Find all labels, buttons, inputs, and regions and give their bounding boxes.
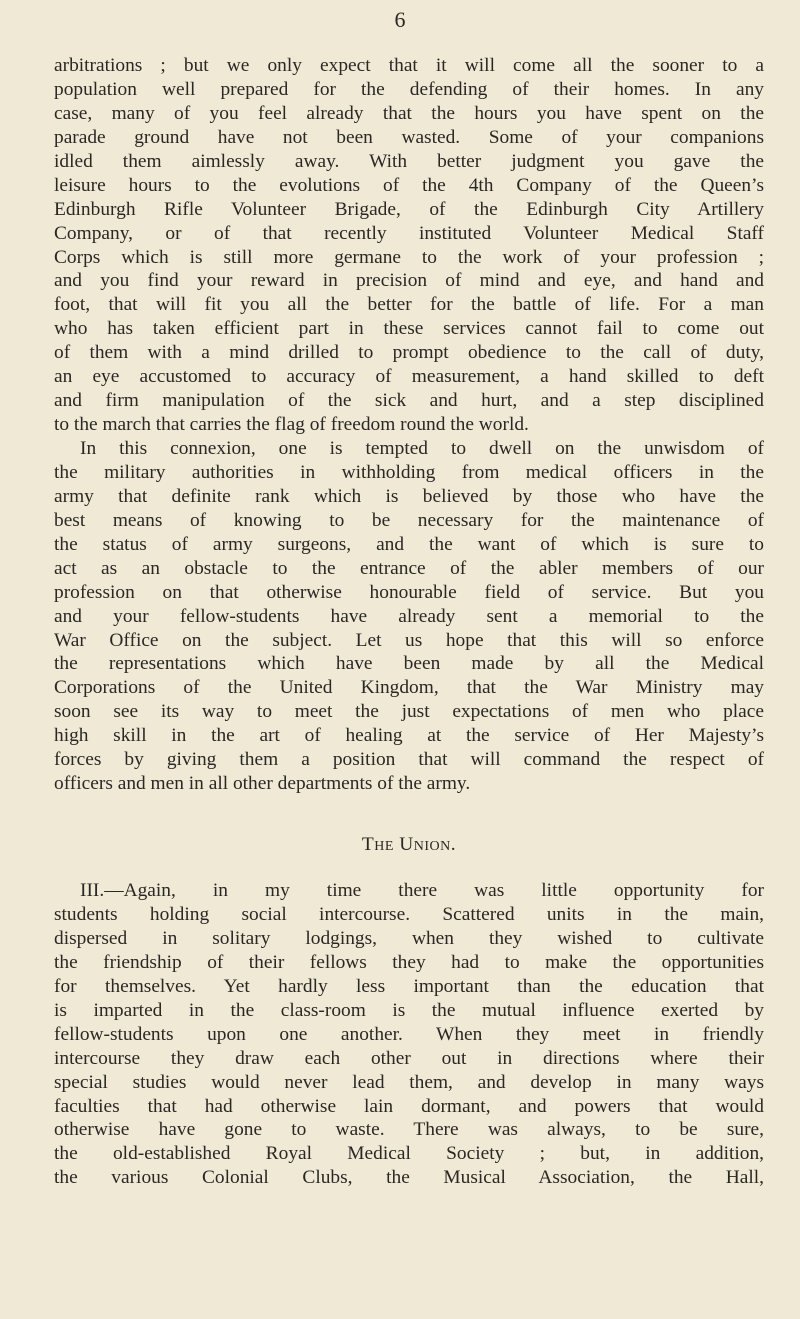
text-line: and firm manipulation of the sick and hurt, and a step disciplined [54, 390, 764, 412]
paragraph-union [54, 879, 764, 1190]
text-line: In this connexion, one is tempted to dwell on the unwisdom of [80, 438, 764, 459]
text-line: high skill in the art of healing at the service of Her Majesty’s [54, 725, 764, 747]
text-line: who has taken efficient part in these services cannot fail to come out [54, 318, 764, 340]
paragraph-volunteers [54, 54, 764, 437]
text-line: profession on that otherwise honourable field of service. But you [54, 581, 764, 603]
text-line: the old-established Royal Medical Society ; but, in addition, [54, 1143, 764, 1165]
text-line: intercourse they draw each other out in directions where their [54, 1047, 764, 1069]
text-line: Edinburgh Rifle Volunteer Brigade, of the Edinburgh City Artillery [54, 198, 764, 220]
paragraph-army-rank [54, 437, 764, 796]
text-line: foot, that will fit you all the better for the battle of life. For a man [54, 294, 764, 316]
text-line: the friendship of their fellows they had to make the opportunities [54, 951, 764, 973]
text-line: War Office on the subject. Let us hope that this will so enforce [54, 629, 764, 651]
text-line: best means of knowing to be necessary for the maintenance of [54, 509, 764, 531]
text-line: parade ground have not been wasted. Some of your companions [54, 126, 764, 148]
text-line: and your fellow-students have already sent a memorial to the [54, 605, 764, 627]
text-line: soon see its way to meet the just expectations of men who place [54, 701, 764, 723]
text-line: officers and men in all other departments of the army. [54, 773, 471, 795]
text-line: an eye accustomed to accuracy of measurement, a hand skilled to deft [54, 366, 764, 388]
text-line: faculties that had otherwise lain dormant, and powers that would [54, 1095, 764, 1117]
body-text [54, 54, 764, 1190]
text-line: case, many of you feel already that the hours you have spent on the [54, 102, 764, 124]
text-line: of them with a mind drilled to prompt obedience to the call of duty, [54, 342, 764, 364]
page-number: 6 [394, 7, 406, 32]
text-line: idled them aimlessly away. With better judgment you gave the [54, 150, 764, 172]
text-line: act as an obstacle to the entrance of the abler members of our [54, 557, 764, 579]
section-heading: The Union. [361, 834, 457, 856]
text-line: arbitrations ; but we only expect that it will come all the sooner to a [54, 55, 764, 76]
text-line: for themselves. Yet hardly less important than the education that [54, 975, 764, 997]
text-line: III.—Again, in my time there was little opportunity for [80, 880, 764, 902]
text-line: and you find your reward in precision of mind and eye, and hand and [54, 270, 764, 292]
text-line: otherwise have gone to waste. There was always, to be sure, [54, 1119, 764, 1141]
text-line: fellow-students upon one another. When they meet in friendly [54, 1023, 764, 1045]
text-line: special studies would never lead them, and develop in many ways [54, 1071, 764, 1093]
text-line: Corps which is still more germane to the work of your profession ; [54, 246, 764, 268]
text-line: leisure hours to the evolutions of the 4th Company of the Queen’s [54, 174, 764, 196]
text-line: army that definite rank which is believed by those who have the [54, 485, 764, 507]
text-line: the status of army surgeons, and the want of which is sure to [54, 533, 764, 555]
text-line: population well prepared for the defending of their homes. In any [54, 78, 764, 100]
text-line: Company, or of that recently instituted Volunteer Medical Staff [54, 222, 764, 244]
text-line: the military authorities in withholding from medical officers in the [54, 461, 764, 483]
text-line: the representations which have been made by all the Medical [54, 653, 764, 675]
text-line: Corporations of the United Kingdom, that the War Ministry may [54, 677, 764, 699]
text-line: forces by giving them a position that will command the respect of [54, 749, 764, 771]
text-line: the various Colonial Clubs, the Musical Association, the Hall, [54, 1167, 764, 1189]
text-line: to the march that carries the flag of freedom round the world. [54, 414, 529, 436]
text-line: students holding social intercourse. Scattered units in the main, [54, 904, 764, 925]
text-line: dispersed in solitary lodgings, when they wished to cultivate [54, 927, 764, 949]
text-line: is imparted in the class-room is the mutual influence exerted by [54, 999, 764, 1021]
